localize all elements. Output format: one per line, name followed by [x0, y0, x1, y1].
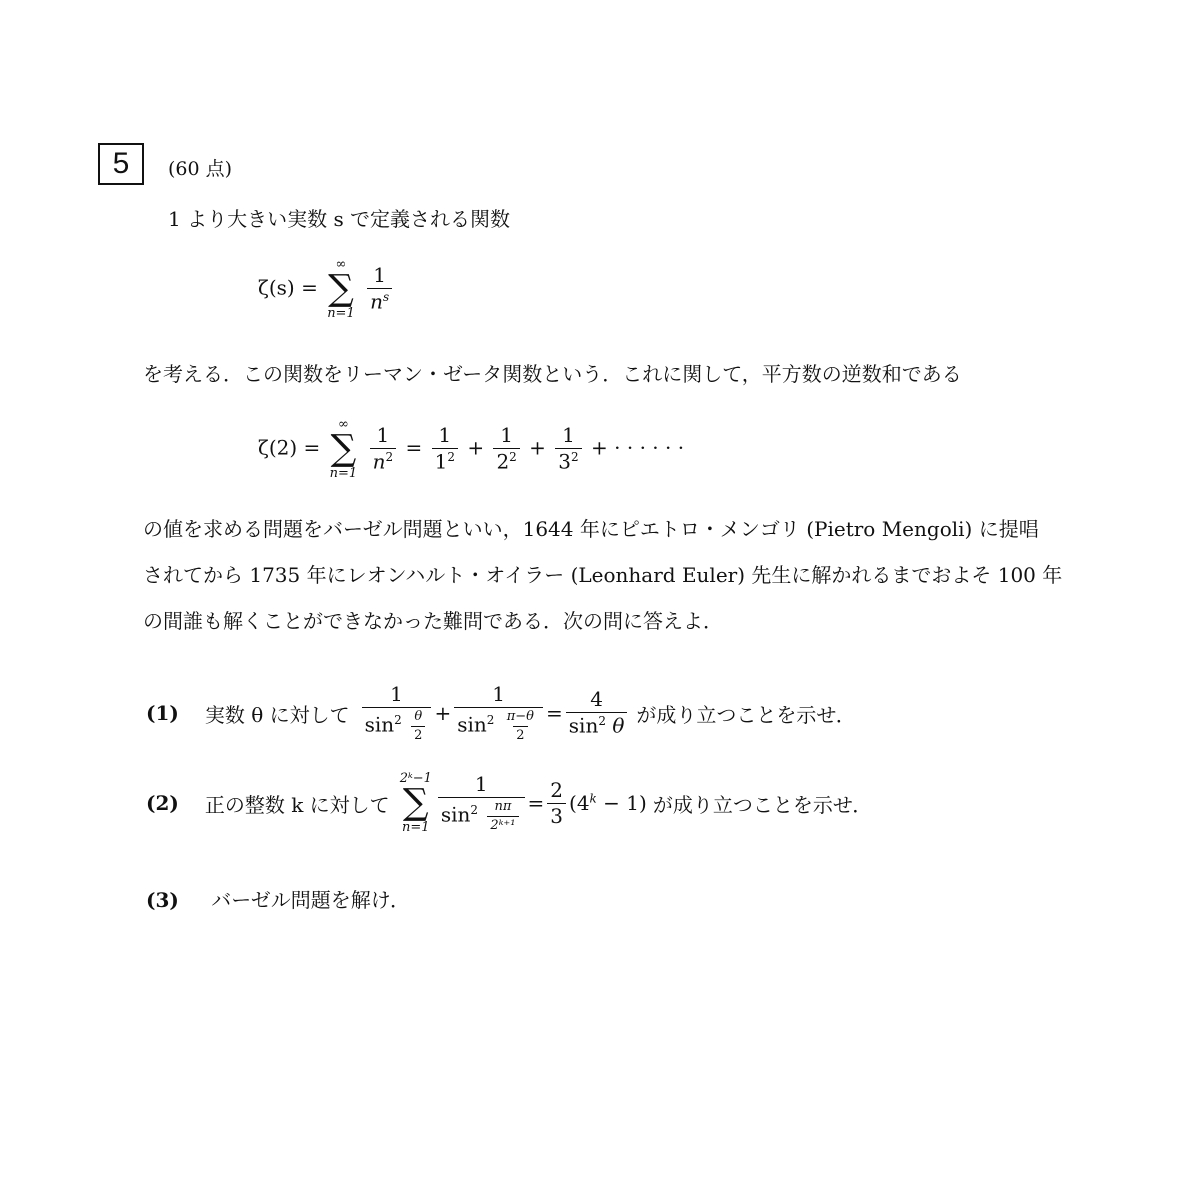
exp: 2: [470, 802, 479, 817]
q2-pre: 正の整数 k に対して: [204, 792, 390, 817]
numerator: 1: [373, 263, 386, 288]
exp: 2: [598, 714, 606, 729]
den-exp: 2: [385, 450, 394, 465]
sigma: ∑: [402, 782, 429, 823]
zeta-lhs: ζ(s) =: [258, 275, 318, 300]
q1-frac-a: [362, 684, 432, 742]
numerator: 1: [438, 423, 452, 448]
arg: [504, 710, 537, 742]
arg: [487, 800, 518, 832]
numerator: 1: [474, 771, 488, 796]
zeta2-expression: [258, 418, 684, 480]
paragraph-line-3: の間誰も解くことができなかった難問である．次の問に答えよ．: [143, 609, 723, 633]
q1-frac-b: [454, 684, 543, 742]
arg-num: θ: [414, 709, 423, 724]
sum-symbol: [330, 418, 358, 480]
den-base: n: [370, 289, 383, 314]
sum-upper: ∞: [338, 417, 349, 432]
den-exp: 2: [571, 450, 579, 465]
term-1: [432, 425, 458, 473]
denominator: [438, 797, 525, 832]
q2-frac: [438, 771, 525, 833]
numerator: 1: [492, 682, 505, 706]
problem-number: 5: [112, 147, 130, 180]
den-base: 3: [558, 449, 572, 474]
plus: +: [434, 701, 452, 726]
ellipsis-tail: + · · · · · ·: [591, 435, 685, 460]
paragraph-line-1: の値を求める問題をバーゼル問題といい，1644 年にピエトロ・メンゴリ (Pietro Mengoli) に提唱: [143, 517, 1039, 541]
q2-result-tail: [569, 791, 647, 815]
sin: sin: [568, 713, 599, 738]
denominator: [432, 448, 458, 473]
paragraph-line-2: されてから 1735 年にレオンハルト・オイラー (Leonhard Euler) 先生に解かれるまでおよそ 100 年: [143, 563, 1063, 587]
numerator: 1: [376, 423, 390, 448]
denominator: [493, 448, 519, 473]
q2-post: が成り立つことを示せ．: [652, 792, 873, 817]
sum-lower: n=1: [327, 306, 355, 321]
numerator: 1: [390, 682, 403, 706]
tail-rest: − 1): [596, 791, 647, 815]
intro-text: 1 より大きい実数 s で定義される関数: [168, 207, 511, 231]
sum-symbol: [327, 258, 355, 320]
sin: sin: [440, 802, 471, 827]
q3-text: バーゼル問題を解け．: [211, 888, 411, 912]
q1-frac-c: [566, 689, 628, 737]
denominator: [367, 288, 392, 313]
arg: [411, 710, 425, 742]
term-2: [493, 425, 519, 473]
den-base: n: [372, 449, 386, 474]
denominator: [555, 448, 581, 473]
q1-label: (1): [146, 701, 179, 726]
zeta-definition: [258, 258, 395, 320]
arg-den: 2ᵏ⁺¹: [487, 816, 518, 833]
q1-pre: 実数 θ に対して: [204, 702, 350, 727]
q3-label: (3): [146, 888, 179, 912]
sin: sin: [457, 712, 487, 737]
problem-number-box: [98, 143, 144, 185]
den-base: 2: [496, 449, 510, 474]
plus: +: [467, 435, 485, 460]
line-2: を考える．この関数をリーマン・ゼータ関数という．これに関して，平方数の逆数和である: [143, 362, 962, 386]
q1-post: が成り立つことを示せ．: [636, 702, 856, 727]
question-3: [146, 884, 410, 913]
arg: θ: [612, 713, 625, 738]
denominator: [370, 448, 397, 473]
sin: sin: [364, 712, 395, 737]
exp: 2: [486, 712, 495, 727]
arg-num: π−θ: [506, 709, 535, 724]
denominator: 3: [547, 803, 566, 827]
points-label: (60 点): [168, 158, 233, 180]
den-exp: 2: [447, 450, 455, 465]
arg-den: 2: [411, 726, 425, 743]
question-1: [146, 684, 856, 742]
denominator: [454, 707, 543, 742]
numerator: 2: [550, 777, 564, 802]
den-base: 1: [434, 449, 448, 474]
sigma: ∑: [330, 428, 357, 469]
sum-upper: 2ᵏ−1: [399, 771, 432, 786]
fraction: [367, 265, 392, 313]
numerator: 1: [562, 423, 575, 448]
sum-symbol: [400, 772, 432, 834]
equals: =: [546, 701, 563, 726]
exp: 2: [394, 712, 402, 727]
numerator: 4: [590, 687, 603, 712]
denominator: [362, 707, 432, 742]
equals: =: [527, 791, 545, 815]
sum-lower: n=1: [329, 466, 358, 481]
sigma: ∑: [328, 268, 354, 309]
q2-result-frac: [547, 777, 566, 828]
denominator: [566, 712, 628, 737]
sum-upper: ∞: [335, 257, 347, 272]
arg-num: nπ: [494, 798, 512, 814]
q2-label: (2): [146, 791, 179, 815]
den-exp: 2: [509, 450, 517, 465]
numerator: 1: [500, 423, 513, 448]
arg-den: 2: [513, 726, 527, 743]
sum-lower: n=1: [402, 820, 430, 835]
den-exp: s: [382, 290, 390, 305]
fraction: [370, 425, 397, 473]
zeta2-lhs: ζ(2) =: [258, 435, 321, 460]
tail-base: (4: [569, 791, 590, 815]
plus: +: [529, 435, 546, 460]
tail-exp: k: [589, 791, 597, 806]
term-3: [555, 425, 581, 473]
question-2: [146, 772, 872, 834]
equals: =: [405, 435, 423, 460]
